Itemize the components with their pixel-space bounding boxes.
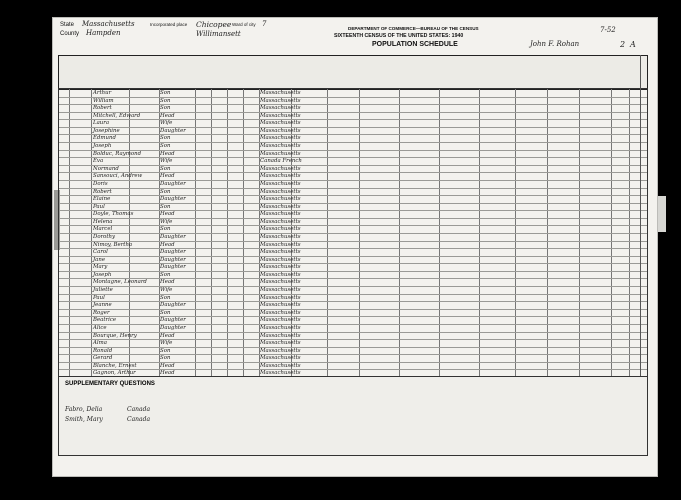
row-relation: Head bbox=[160, 362, 175, 369]
ward-label: Ward of city bbox=[232, 22, 256, 27]
agency-line-2: SIXTEENTH CENSUS OF THE UNITED STATES: 1940 bbox=[334, 33, 464, 39]
column-header-band bbox=[58, 55, 648, 90]
ed-number: 7-52 bbox=[600, 26, 616, 34]
row-relation: Daughter bbox=[160, 180, 186, 187]
row-name: Bourque, Henry bbox=[93, 332, 137, 339]
row-relation: Daughter bbox=[160, 256, 186, 263]
row-birth: Massachusetts bbox=[260, 294, 301, 301]
row-name: Helena bbox=[93, 218, 113, 225]
row-name: Alma bbox=[93, 340, 107, 347]
row-birth: Canada French bbox=[260, 158, 302, 165]
row-name: Marcel bbox=[93, 226, 113, 233]
row-relation: Daughter bbox=[160, 264, 186, 271]
row-relation: Wife bbox=[160, 158, 173, 165]
row-name: Doris bbox=[93, 180, 108, 187]
row-name: Normand bbox=[93, 165, 119, 172]
page-edge-tab bbox=[658, 196, 666, 232]
row-name: Blanche, Ernest bbox=[93, 362, 137, 369]
agency-line-1: DEPARTMENT OF COMMERCE—BUREAU OF THE CENSUS bbox=[348, 26, 479, 31]
supplementary-entry-2-name: Smith, Mary bbox=[65, 416, 103, 423]
row-relation: Head bbox=[160, 112, 175, 119]
schedule-title: POPULATION SCHEDULE bbox=[372, 41, 458, 48]
row-name: Mitchell, Edward bbox=[93, 112, 141, 119]
row-relation: Head bbox=[160, 279, 175, 286]
row-relation: Son bbox=[160, 188, 171, 195]
row-name: Gerard bbox=[93, 355, 113, 362]
row-birth: Massachusetts bbox=[260, 203, 301, 210]
row-name: Paul bbox=[93, 203, 105, 210]
county-value: Hampden bbox=[86, 29, 121, 37]
row-name: Josephine bbox=[93, 127, 120, 134]
row-relation: Daughter bbox=[160, 324, 186, 331]
right-margin-strip bbox=[640, 55, 655, 376]
row-birth: Massachusetts bbox=[260, 218, 301, 225]
row-name: Sansouci, Andrew bbox=[93, 173, 143, 180]
row-name: Beatrice bbox=[93, 317, 117, 324]
row-birth: Massachusetts bbox=[260, 150, 301, 157]
row-name: Bolduc, Raymond bbox=[93, 150, 142, 157]
row-name: Alice bbox=[93, 324, 107, 331]
row-birth: Massachusetts bbox=[260, 97, 301, 104]
row-name: Dorothy bbox=[93, 234, 116, 240]
row-relation: Head bbox=[160, 211, 175, 218]
row-relation: Daughter bbox=[160, 317, 186, 324]
row-name: Laura bbox=[93, 120, 110, 127]
row-birth: Massachusetts bbox=[260, 287, 301, 294]
row-relation: Head bbox=[160, 370, 175, 377]
row-birth: Massachusetts bbox=[260, 120, 301, 127]
row-birth: Massachusetts bbox=[260, 324, 301, 331]
row-relation: Wife bbox=[160, 120, 173, 127]
row-name: Eva bbox=[93, 158, 104, 165]
row-relation: Son bbox=[160, 226, 171, 233]
row-birth: Massachusetts bbox=[260, 309, 301, 316]
row-birth: Massachusetts bbox=[260, 362, 301, 369]
row-relation: Son bbox=[160, 105, 171, 112]
row-birth: Massachusetts bbox=[260, 196, 301, 203]
row-name: Carol bbox=[93, 249, 108, 256]
row-relation: Daughter bbox=[160, 234, 186, 240]
row-name: Mary bbox=[93, 264, 108, 271]
row-name: Robert bbox=[93, 105, 112, 112]
supplementary-entry-1-birth: Canada bbox=[127, 406, 151, 413]
row-relation: Son bbox=[160, 135, 171, 142]
enumerator-name: John F. Rohan bbox=[530, 40, 580, 48]
state-value: Massachusetts bbox=[82, 20, 135, 28]
row-name: Gagnon, Arthur bbox=[93, 370, 136, 377]
row-name: Jane bbox=[93, 256, 106, 263]
row-birth: Massachusetts bbox=[260, 241, 301, 248]
row-name: Ronald bbox=[93, 347, 113, 354]
row-name: Juliette bbox=[93, 287, 113, 294]
row-birth: Massachusetts bbox=[260, 347, 301, 354]
sheet-letter: A bbox=[630, 40, 636, 49]
row-birth: Massachusetts bbox=[260, 340, 301, 347]
row-birth: Massachusetts bbox=[260, 105, 301, 112]
supplementary-entry-2-birth: Canada bbox=[127, 416, 151, 423]
row-name: William bbox=[93, 97, 114, 104]
row-birth: Massachusetts bbox=[260, 234, 301, 240]
supplementary-title: SUPPLEMENTARY QUESTIONS bbox=[65, 381, 155, 387]
row-birth: Massachusetts bbox=[260, 173, 301, 180]
row-name: Joseph bbox=[93, 271, 112, 278]
row-relation: Son bbox=[160, 294, 171, 301]
row-birth: Massachusetts bbox=[260, 165, 301, 172]
row-relation: Son bbox=[160, 203, 171, 210]
row-birth: Massachusetts bbox=[260, 112, 301, 119]
place-label: Incorporated place bbox=[150, 22, 188, 27]
row-relation: Daughter bbox=[160, 196, 186, 203]
row-relation: Daughter bbox=[160, 127, 186, 134]
row-birth: Massachusetts bbox=[260, 90, 301, 96]
schedule-grid bbox=[58, 88, 648, 378]
row-birth: Massachusetts bbox=[260, 127, 301, 134]
row-name: Doyle, Thomas bbox=[93, 211, 134, 218]
row-birth: Massachusetts bbox=[260, 271, 301, 278]
row-birth: Massachusetts bbox=[260, 264, 301, 271]
row-relation: Wife bbox=[160, 218, 173, 225]
row-relation: Son bbox=[160, 143, 171, 150]
county-label: County bbox=[60, 31, 80, 37]
row-birth: Massachusetts bbox=[260, 143, 301, 150]
row-birth: Massachusetts bbox=[260, 302, 301, 309]
row-relation: Son bbox=[160, 309, 171, 316]
row-name: Roger bbox=[93, 309, 110, 316]
row-relation: Head bbox=[160, 332, 175, 339]
row-birth: Massachusetts bbox=[260, 226, 301, 233]
township-value: Willimansett bbox=[196, 30, 241, 38]
row-name: Elaine bbox=[93, 196, 111, 203]
row-name: Arthur bbox=[93, 90, 112, 96]
row-birth: Massachusetts bbox=[260, 332, 301, 339]
row-name: Jeanne bbox=[93, 302, 112, 309]
row-birth: Massachusetts bbox=[260, 355, 301, 362]
sheet-number: 2 bbox=[620, 40, 626, 49]
row-name: Robert bbox=[93, 188, 112, 195]
row-relation: Son bbox=[160, 347, 171, 354]
row-birth: Massachusetts bbox=[260, 180, 301, 187]
row-relation: Daughter bbox=[160, 302, 186, 309]
row-relation: Head bbox=[160, 173, 175, 180]
row-birth: Massachusetts bbox=[260, 211, 301, 218]
supplementary-section bbox=[58, 376, 648, 456]
row-birth: Massachusetts bbox=[260, 279, 301, 286]
row-relation: Son bbox=[160, 355, 171, 362]
row-relation: Son bbox=[160, 165, 171, 172]
row-name: Montagne, Leonard bbox=[93, 279, 147, 286]
row-relation: Son bbox=[160, 271, 171, 278]
row-birth: Massachusetts bbox=[260, 256, 301, 263]
row-birth: Massachusetts bbox=[260, 317, 301, 324]
row-name: Joseph bbox=[93, 143, 112, 150]
row-name: Paul bbox=[93, 294, 105, 301]
row-birth: Massachusetts bbox=[260, 188, 301, 195]
row-relation: Daughter bbox=[160, 249, 186, 256]
row-name: Edmund bbox=[93, 135, 116, 142]
row-birth: Massachusetts bbox=[260, 135, 301, 142]
row-relation: Wife bbox=[160, 340, 173, 347]
row-name: Nimoy, Bertha bbox=[93, 241, 133, 248]
place-value: Chicopee bbox=[196, 20, 232, 29]
row-relation: Head bbox=[160, 241, 175, 248]
row-birth: Massachusetts bbox=[260, 249, 301, 256]
row-relation: Head bbox=[160, 150, 175, 157]
row-relation: Son bbox=[160, 97, 171, 104]
state-label: State bbox=[60, 22, 75, 28]
row-relation: Wife bbox=[160, 287, 173, 294]
ward-value: 7 bbox=[262, 20, 267, 28]
row-relation: Son bbox=[160, 90, 171, 96]
row-birth: Massachusetts bbox=[260, 370, 301, 377]
supplementary-entry-1-name: Fabro, Delia bbox=[65, 406, 103, 413]
